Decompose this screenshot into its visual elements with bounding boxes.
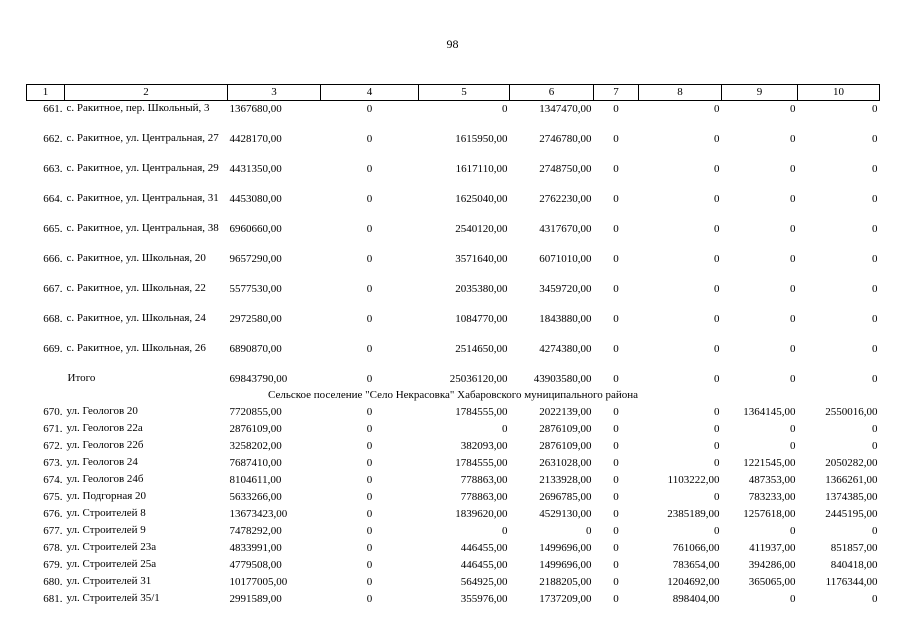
- column-header: 5: [419, 85, 510, 101]
- cell-col5: 2514650,00: [455, 343, 508, 355]
- cell-col4: 0: [366, 133, 373, 145]
- cell-col8: 0: [714, 343, 720, 355]
- cell-col10: 1374385,00: [825, 491, 878, 503]
- cell-col4: 0: [366, 559, 373, 571]
- cell-col7: 0: [613, 133, 619, 145]
- table-row: [27, 421, 880, 438]
- cell-col10: 851857,00: [830, 542, 878, 554]
- cell-col9: 0: [790, 343, 796, 355]
- cell-address: с. Ракитное, ул. Школьная, 22: [66, 282, 206, 294]
- cell-col6: 1347470,00: [539, 103, 592, 115]
- cell-col6: 4274380,00: [539, 343, 592, 355]
- table-row: [27, 131, 880, 161]
- cell-col4: 0: [366, 313, 373, 325]
- cell-address: ул. Строителей 35/1: [66, 592, 160, 604]
- cell-no: 678.: [43, 542, 63, 554]
- cell-col6: 2696785,00: [539, 491, 592, 503]
- cell-col8: 2385189,00: [667, 508, 720, 520]
- cell-col7: 0: [613, 491, 619, 503]
- cell-col9: 411937,00: [749, 542, 796, 554]
- cell-col5: 355976,00: [460, 593, 508, 605]
- cell-col5: 0: [502, 103, 508, 115]
- cell-col6: 4317670,00: [539, 223, 592, 235]
- cell-col9: 1221545,00: [743, 457, 796, 469]
- cell-col3: 7687410,00: [229, 457, 282, 469]
- cell-col8: 0: [714, 423, 720, 435]
- column-header: 8: [639, 85, 722, 101]
- cell-col5: 1625040,00: [455, 193, 508, 205]
- column-header: 2: [65, 85, 228, 101]
- cell-col3: 13673423,00: [229, 508, 288, 520]
- cell-col5: 446455,00: [460, 559, 508, 571]
- cell-col6: 2022139,00: [539, 406, 592, 418]
- cell-no: 671.: [43, 423, 63, 435]
- total-row: [27, 371, 880, 388]
- column-header: 3: [228, 85, 321, 101]
- data-table: [26, 84, 880, 608]
- cell-col3: 2876109,00: [229, 423, 282, 435]
- cell-col4: 0: [366, 491, 373, 503]
- cell-col7: 0: [613, 576, 619, 588]
- cell-col5: 1784555,00: [455, 406, 508, 418]
- cell-col3: 5633266,00: [229, 491, 282, 503]
- cell-col7: 0: [613, 440, 619, 452]
- cell-no: 676.: [43, 508, 63, 520]
- cell-col10: 0: [872, 440, 878, 452]
- cell-col10: 0: [872, 423, 878, 435]
- cell-col6: 2746780,00: [539, 133, 592, 145]
- table-row: [27, 161, 880, 191]
- section-row: [27, 388, 880, 404]
- cell-col10: 0: [872, 103, 878, 115]
- cell-col5: 564925,00: [460, 576, 508, 588]
- cell-col6: 4529130,00: [539, 508, 592, 520]
- cell-col9: 0: [790, 103, 796, 115]
- cell-col10: 0: [872, 253, 878, 265]
- cell-col9: 0: [790, 223, 796, 235]
- cell-col3: 6890870,00: [229, 343, 282, 355]
- cell-col9: 365065,00: [748, 576, 796, 588]
- cell-col5: 1617110,00: [455, 163, 508, 175]
- cell-col4: 0: [366, 440, 373, 452]
- cell-address: с. Ракитное, ул. Центральная, 27: [66, 132, 219, 144]
- cell-address: с. Ракитное, ул. Школьная, 26: [66, 342, 206, 354]
- table-row: [27, 221, 880, 251]
- cell-col8: 898404,00: [672, 593, 720, 605]
- cell-col7: 0: [613, 423, 619, 435]
- cell-col8: 1204692,00: [667, 576, 720, 588]
- cell-no: 666.: [43, 253, 63, 265]
- cell-col7: 0: [613, 406, 619, 418]
- cell-col9: 0: [790, 253, 796, 265]
- cell-no: 663.: [43, 163, 63, 175]
- cell-col3: 3258202,00: [229, 440, 282, 452]
- cell-no: 664.: [43, 193, 63, 205]
- cell-col7: 0: [613, 253, 619, 265]
- table-row: [27, 574, 880, 591]
- cell-col9: 0: [790, 440, 796, 452]
- cell-col5: 778863,00: [460, 491, 508, 503]
- column-header: 9: [722, 85, 798, 101]
- cell-col5: 778863,00: [460, 474, 508, 486]
- cell-address: с. Ракитное, пер. Школьный, 3: [66, 102, 210, 114]
- cell-col8: 0: [714, 163, 720, 175]
- cell-col10: 840418,00: [830, 559, 878, 571]
- cell-col3: 4779508,00: [229, 559, 282, 571]
- cell-col4: 0: [366, 253, 373, 265]
- cell-col5: 0: [502, 525, 508, 537]
- cell-col4: 0: [366, 163, 373, 175]
- cell-col3: 7478292,00: [229, 525, 282, 537]
- cell-col8: 0: [714, 193, 720, 205]
- cell-col5: 25036120,00: [449, 373, 508, 385]
- cell-col10: 1366261,00: [825, 474, 878, 486]
- table-row: [27, 101, 880, 132]
- cell-col6: 2748750,00: [539, 163, 592, 175]
- cell-col9: 0: [790, 163, 796, 175]
- cell-col3: 4431350,00: [229, 163, 282, 175]
- cell-no: 680.: [43, 576, 63, 588]
- cell-col8: 0: [714, 373, 720, 385]
- section-title: Сельское поселение "Село Некрасовка" Хабаровского муниципального района: [267, 389, 639, 401]
- cell-col4: 0: [366, 103, 373, 115]
- cell-col7: 0: [613, 542, 619, 554]
- table-row: [27, 404, 880, 421]
- cell-col4: 0: [366, 508, 373, 520]
- column-header: 1: [27, 85, 65, 101]
- cell-col4: 0: [366, 576, 373, 588]
- cell-col8: 0: [714, 133, 720, 145]
- cell-col9: 0: [790, 133, 796, 145]
- cell-no: 681.: [43, 593, 63, 605]
- cell-col3: 2991589,00: [229, 593, 282, 605]
- cell-no: 674.: [43, 474, 63, 486]
- column-header: 10: [798, 85, 880, 101]
- cell-no: 670.: [43, 406, 63, 418]
- table-row: [27, 251, 880, 281]
- cell-col10: 0: [872, 283, 878, 295]
- cell-col6: 2876109,00: [539, 423, 592, 435]
- cell-col6: 1737209,00: [539, 593, 592, 605]
- cell-no: 677.: [43, 525, 63, 537]
- cell-col6: 2188205,00: [539, 576, 592, 588]
- cell-col4: 0: [366, 193, 373, 205]
- cell-col3: 4428170,00: [229, 133, 282, 145]
- cell-col6: 1843880,00: [539, 313, 592, 325]
- cell-col10: 0: [872, 593, 878, 605]
- cell-col7: 0: [613, 193, 619, 205]
- cell-no: 675.: [43, 491, 63, 503]
- cell-col6: 2762230,00: [539, 193, 592, 205]
- cell-address: с. Ракитное, ул. Школьная, 20: [66, 252, 206, 264]
- cell-address: с. Ракитное, ул. Центральная, 31: [66, 192, 219, 204]
- cell-col6: 0: [586, 525, 592, 537]
- cell-no: 661.: [43, 103, 63, 115]
- cell-col8: 0: [714, 313, 720, 325]
- cell-address: ул. Геологов 22а: [66, 422, 143, 434]
- cell-col4: 0: [366, 343, 373, 355]
- cell-col10: 0: [872, 133, 878, 145]
- table-row: [27, 591, 880, 608]
- cell-col10: 0: [872, 163, 878, 175]
- cell-col8: 761066,00: [672, 542, 720, 554]
- cell-col3: 69843790,00: [229, 373, 288, 385]
- cell-col7: 0: [613, 223, 619, 235]
- cell-col5: 1839620,00: [455, 508, 508, 520]
- cell-col9: 0: [790, 525, 796, 537]
- cell-address: с. Ракитное, ул. Центральная, 29: [66, 162, 219, 174]
- cell-col6: 3459720,00: [539, 283, 592, 295]
- table-row: [27, 455, 880, 472]
- cell-col3: 4833991,00: [229, 542, 282, 554]
- cell-col7: 0: [613, 313, 619, 325]
- cell-no: 679.: [43, 559, 63, 571]
- cell-col10: 0: [872, 343, 878, 355]
- cell-address: ул. Подгорная 20: [66, 490, 147, 502]
- cell-col7: 0: [613, 283, 619, 295]
- cell-col6: 2133928,00: [539, 474, 592, 486]
- table-row: [27, 438, 880, 455]
- cell-col5: 382093,00: [460, 440, 508, 452]
- cell-col8: 0: [714, 440, 720, 452]
- cell-col9: 0: [790, 593, 796, 605]
- cell-col4: 0: [366, 457, 373, 469]
- cell-col9: 0: [790, 193, 796, 205]
- cell-col3: 1367680,00: [229, 103, 282, 115]
- cell-address: с. Ракитное, ул. Школьная, 24: [66, 312, 206, 324]
- cell-col8: 0: [714, 525, 720, 537]
- table-row: [27, 506, 880, 523]
- cell-col4: 0: [366, 423, 373, 435]
- cell-col5: 1615950,00: [455, 133, 508, 145]
- cell-no: 668.: [43, 313, 63, 325]
- cell-col10: 0: [872, 373, 878, 385]
- cell-no: 669.: [43, 343, 63, 355]
- table-row: [27, 540, 880, 557]
- cell-address: ул. Строителей 9: [66, 524, 146, 536]
- cell-col5: 2540120,00: [455, 223, 508, 235]
- cell-col9: 783233,00: [748, 491, 796, 503]
- cell-col4: 0: [366, 474, 373, 486]
- table-row: [27, 311, 880, 341]
- cell-col4: 0: [366, 542, 373, 554]
- cell-no: 673.: [43, 457, 63, 469]
- cell-col6: 1499696,00: [539, 542, 592, 554]
- cell-col10: 2445195,00: [825, 508, 878, 520]
- cell-col4: 0: [366, 406, 373, 418]
- cell-col6: 2876109,00: [539, 440, 592, 452]
- cell-no: [27, 371, 65, 388]
- cell-col5: 446455,00: [460, 542, 508, 554]
- cell-col3: 4453080,00: [229, 193, 282, 205]
- cell-col8: 0: [714, 491, 720, 503]
- column-header: 6: [510, 85, 594, 101]
- cell-col7: 0: [613, 103, 619, 115]
- cell-col10: 2550016,00: [825, 406, 878, 418]
- cell-address: ул. Строителей 25а: [66, 558, 157, 570]
- cell-col8: 0: [714, 457, 720, 469]
- cell-address: ул. Строителей 31: [66, 575, 152, 587]
- cell-col8: 783654,00: [672, 559, 720, 571]
- cell-address: ул. Геологов 24б: [66, 473, 144, 485]
- cell-col6: 43903580,00: [533, 373, 592, 385]
- cell-address: ул. Геологов 22б: [66, 439, 144, 451]
- cell-col9: 0: [790, 313, 796, 325]
- cell-col3: 7720855,00: [229, 406, 282, 418]
- column-header: 7: [594, 85, 639, 101]
- cell-col10: 0: [872, 313, 878, 325]
- cell-col4: 0: [366, 593, 373, 605]
- table-row: [27, 557, 880, 574]
- cell-address: ул. Строителей 23а: [66, 541, 157, 553]
- table-row: [27, 523, 880, 540]
- cell-col10: 0: [872, 193, 878, 205]
- table-row: [27, 341, 880, 371]
- header-row: [27, 85, 880, 101]
- cell-col8: 0: [714, 283, 720, 295]
- cell-col9: 1257618,00: [743, 508, 796, 520]
- cell-col3: 6960660,00: [229, 223, 282, 235]
- cell-col7: 0: [613, 474, 619, 486]
- cell-col7: 0: [613, 457, 619, 469]
- cell-address: ул. Геологов 24: [66, 456, 138, 468]
- cell-col6: 1499696,00: [539, 559, 592, 571]
- cell-col9: 487353,00: [748, 474, 796, 486]
- cell-col5: 0: [502, 423, 508, 435]
- cell-col5: 1784555,00: [455, 457, 508, 469]
- cell-col4: 0: [366, 223, 373, 235]
- cell-col4: 0: [366, 373, 373, 385]
- cell-col3: 9657290,00: [229, 253, 282, 265]
- total-body: [27, 371, 880, 404]
- cell-col8: 0: [714, 406, 720, 418]
- cell-no: 667.: [43, 283, 63, 295]
- page-number: 98: [446, 37, 459, 51]
- cell-no: 665.: [43, 223, 63, 235]
- cell-col7: 0: [613, 508, 619, 520]
- cell-col10: 0: [872, 525, 878, 537]
- cell-col7: 0: [613, 373, 619, 385]
- cell-address: ул. Геологов 20: [66, 405, 138, 417]
- cell-col10: 1176344,00: [825, 576, 878, 588]
- table-body-a: [27, 101, 880, 372]
- cell-col9: 1364145,00: [743, 406, 796, 418]
- cell-col9: 0: [790, 423, 796, 435]
- cell-col9: 0: [790, 373, 796, 385]
- cell-col3: 5577530,00: [229, 283, 282, 295]
- table-row: [27, 472, 880, 489]
- cell-col8: 0: [714, 103, 720, 115]
- column-header: 4: [321, 85, 419, 101]
- table-row: [27, 489, 880, 506]
- cell-col5: 2035380,00: [455, 283, 508, 295]
- cell-col8: 0: [714, 223, 720, 235]
- cell-no: 672.: [43, 440, 63, 452]
- table-row: [27, 281, 880, 311]
- cell-col3: 8104611,00: [229, 474, 282, 486]
- cell-col7: 0: [613, 559, 619, 571]
- cell-col3: 10177005,00: [229, 576, 288, 588]
- cell-col7: 0: [613, 163, 619, 175]
- cell-col8: 1103222,00: [667, 474, 720, 486]
- cell-col4: 0: [366, 283, 373, 295]
- cell-col10: 2050282,00: [825, 457, 878, 469]
- cell-col7: 0: [613, 525, 619, 537]
- cell-col6: 2631028,00: [539, 457, 592, 469]
- cell-address: ул. Строителей 8: [66, 507, 146, 519]
- cell-address: с. Ракитное, ул. Центральная, 38: [66, 222, 219, 234]
- cell-col3: 2972580,00: [229, 313, 282, 325]
- cell-col5: 3571640,00: [455, 253, 508, 265]
- cell-col10: 0: [872, 223, 878, 235]
- cell-col7: 0: [613, 593, 619, 605]
- cell-col9: 0: [790, 283, 796, 295]
- cell-col8: 0: [714, 253, 720, 265]
- cell-col7: 0: [613, 343, 619, 355]
- cell-col9: 394286,00: [748, 559, 796, 571]
- cell-col4: 0: [366, 525, 373, 537]
- table-body-b: [27, 404, 880, 608]
- cell-col6: 6071010,00: [539, 253, 592, 265]
- table-row: [27, 191, 880, 221]
- cell-col5: 1084770,00: [455, 313, 508, 325]
- cell-no: 662.: [43, 133, 63, 145]
- total-label: Итого: [67, 372, 96, 384]
